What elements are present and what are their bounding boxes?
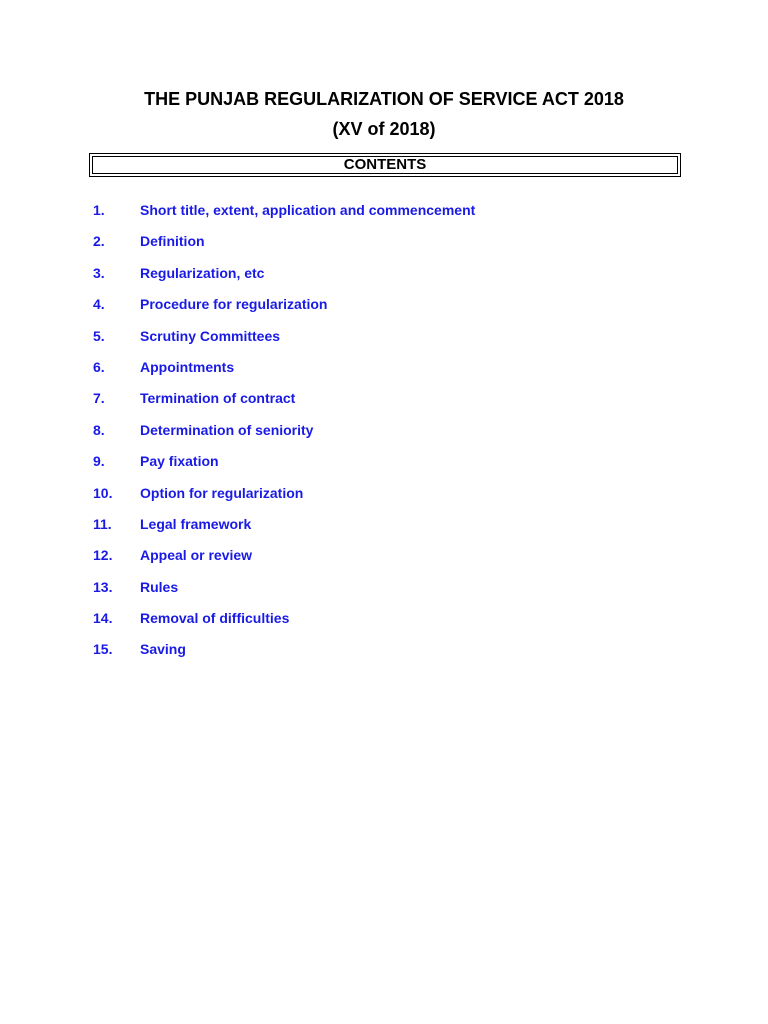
toc-item-number: 3.	[93, 264, 105, 281]
toc-item-link[interactable]: Option for regularization	[140, 484, 304, 501]
toc-item[interactable]	[0, 262, 768, 293]
toc-item-number: 4.	[93, 296, 105, 313]
toc-item-number: 2.	[93, 233, 105, 250]
toc-item-link[interactable]: Definition	[140, 233, 205, 250]
toc-item-link[interactable]: Regularization, etc	[140, 264, 265, 281]
toc-item-link[interactable]: Termination of contract	[140, 390, 296, 407]
toc-item[interactable]	[0, 450, 768, 481]
toc-item-link[interactable]: Appeal or review	[140, 547, 253, 564]
toc-item-number: 1.	[93, 202, 105, 218]
toc-item[interactable]	[0, 356, 768, 387]
toc-item-number: 10.	[93, 484, 113, 501]
toc-item[interactable]	[0, 387, 768, 418]
toc-item-number: 14.	[93, 610, 113, 627]
toc-item-link[interactable]: Procedure for regularization	[140, 296, 328, 313]
toc-item-link[interactable]: Short title, extent, application and commencement	[140, 202, 476, 218]
toc-item-number: 6.	[93, 358, 105, 375]
document-title: THE PUNJAB REGULARIZATION OF SERVICE ACT 2018	[144, 89, 624, 109]
document-subtitle: (XV of 2018)	[332, 119, 436, 139]
toc-item[interactable]	[0, 544, 768, 575]
toc-item-number: 5.	[93, 327, 105, 344]
toc-item-number: 7.	[93, 390, 105, 407]
toc-item[interactable]	[0, 607, 768, 638]
toc-item-link[interactable]: Scrutiny Committees	[140, 327, 281, 344]
toc-item-link[interactable]: Pay fixation	[140, 453, 219, 470]
toc-item[interactable]	[0, 576, 768, 607]
toc-item-number: 13.	[93, 578, 113, 595]
toc-item[interactable]	[0, 513, 768, 544]
toc-item-number: 11.	[93, 515, 112, 532]
table-of-contents	[0, 199, 768, 670]
toc-item[interactable]	[0, 230, 768, 261]
toc-item-number: 12.	[93, 547, 113, 564]
toc-item[interactable]	[0, 325, 768, 356]
toc-item-link[interactable]: Rules	[140, 578, 179, 595]
toc-item[interactable]	[0, 199, 768, 230]
toc-item[interactable]	[0, 482, 768, 513]
toc-item-link[interactable]: Legal framework	[140, 515, 252, 532]
toc-item-number: 15.	[93, 641, 113, 658]
toc-item-number: 9.	[93, 453, 105, 470]
toc-item-link[interactable]: Saving	[140, 641, 186, 658]
toc-item[interactable]	[0, 419, 768, 450]
toc-item-link[interactable]: Removal of difficulties	[140, 610, 290, 627]
toc-item[interactable]	[0, 293, 768, 324]
toc-item[interactable]	[0, 638, 768, 669]
toc-item-link[interactable]: Determination of seniority	[140, 421, 314, 438]
toc-item-link[interactable]: Appointments	[140, 358, 235, 375]
contents-heading: CONTENTS	[89, 153, 681, 177]
toc-item-number: 8.	[93, 421, 105, 438]
